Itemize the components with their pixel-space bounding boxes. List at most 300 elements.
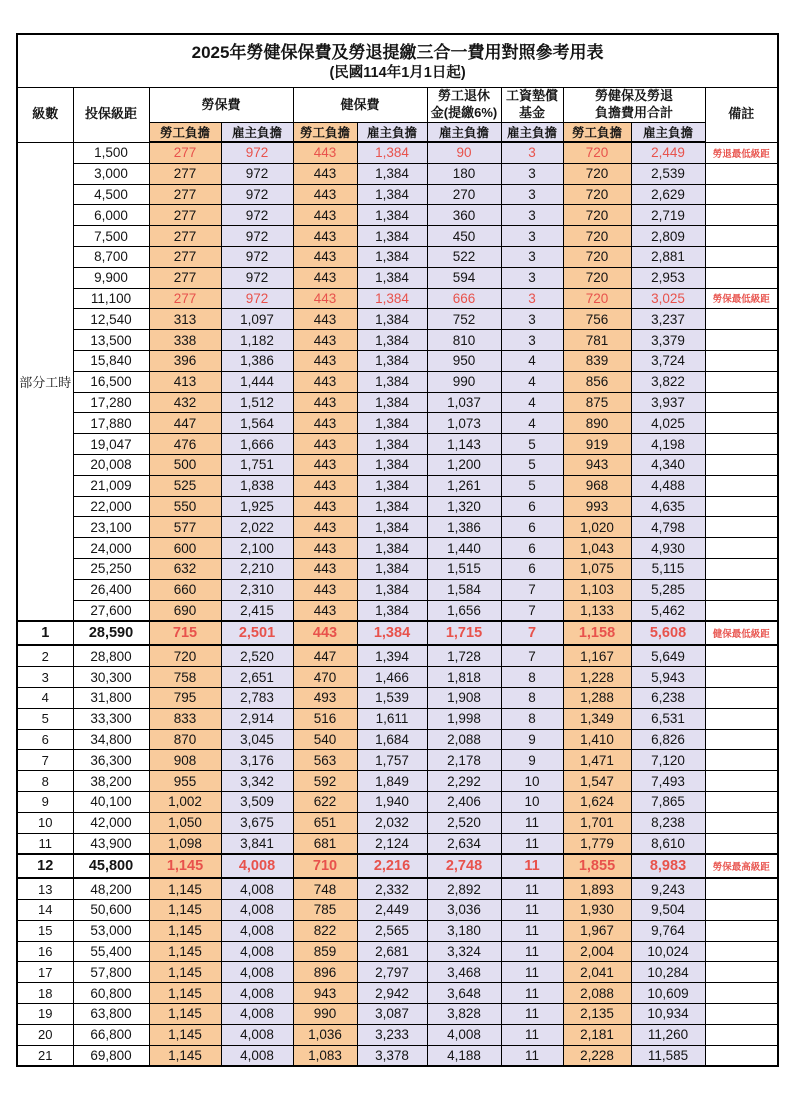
cell-labor-employer: 4,008	[221, 983, 293, 1004]
cell-wagefund-employer: 3	[501, 142, 563, 163]
cell-salary-bracket: 7,500	[73, 226, 149, 247]
cell-wagefund-employer: 8	[501, 687, 563, 708]
cell-total-employee: 1,624	[563, 791, 631, 812]
cell-note	[705, 833, 778, 854]
cell-wagefund-employer: 10	[501, 771, 563, 792]
cell-wagefund-employer: 4	[501, 350, 563, 371]
cell-note	[705, 687, 778, 708]
cell-health-employee: 443	[293, 350, 357, 371]
cell-wagefund-employer: 11	[501, 962, 563, 983]
cell-health-employer: 1,384	[357, 226, 427, 247]
cell-labor-employee: 476	[149, 434, 221, 455]
cell-health-employer: 1,384	[357, 475, 427, 496]
cell-health-employee: 443	[293, 288, 357, 309]
cell-labor-employer: 4,008	[221, 941, 293, 962]
cell-salary-bracket: 45,800	[73, 854, 149, 878]
cell-level: 20	[17, 1024, 73, 1045]
cell-wagefund-employer: 8	[501, 708, 563, 729]
cell-salary-bracket: 69,800	[73, 1045, 149, 1066]
cell-labor-employee: 1,002	[149, 791, 221, 812]
cell-health-employee: 651	[293, 812, 357, 833]
cell-salary-bracket: 34,800	[73, 729, 149, 750]
cell-salary-bracket: 8,700	[73, 246, 149, 267]
cell-labor-employee: 338	[149, 330, 221, 351]
cell-salary-bracket: 1,500	[73, 142, 149, 163]
cell-total-employee: 890	[563, 413, 631, 434]
cell-labor-employer: 2,520	[221, 645, 293, 666]
cell-salary-bracket: 25,250	[73, 558, 149, 579]
cell-labor-employer: 1,444	[221, 371, 293, 392]
cell-labor-employer: 4,008	[221, 900, 293, 921]
cell-total-employer: 9,764	[631, 920, 705, 941]
cell-salary-bracket: 27,600	[73, 600, 149, 621]
cell-level: 14	[17, 900, 73, 921]
table-row	[17, 1024, 778, 1045]
cell-labor-employee: 550	[149, 496, 221, 517]
cell-health-employee: 443	[293, 309, 357, 330]
cell-pension-employer: 90	[427, 142, 501, 163]
cell-note	[705, 226, 778, 247]
cell-level: 17	[17, 962, 73, 983]
cell-total-employee: 1,779	[563, 833, 631, 854]
cell-labor-employer: 4,008	[221, 920, 293, 941]
cell-wagefund-employer: 3	[501, 246, 563, 267]
cell-salary-bracket: 33,300	[73, 708, 149, 729]
cell-note: 勞退最低級距	[705, 142, 778, 163]
cell-level: 11	[17, 833, 73, 854]
cell-total-employer: 4,635	[631, 496, 705, 517]
cell-level: 18	[17, 983, 73, 1004]
subheader-total-employee: 勞工負擔	[563, 123, 631, 143]
cell-pension-employer: 1,386	[427, 517, 501, 538]
cell-wagefund-employer: 9	[501, 750, 563, 771]
cell-wagefund-employer: 11	[501, 854, 563, 878]
cell-total-employee: 720	[563, 267, 631, 288]
cell-labor-employee: 577	[149, 517, 221, 538]
cell-level: 16	[17, 941, 73, 962]
subheader-labor-employer: 雇主負擔	[221, 123, 293, 143]
cell-total-employee: 2,004	[563, 941, 631, 962]
subheader-total-employer: 雇主負擔	[631, 123, 705, 143]
cell-pension-employer: 180	[427, 163, 501, 184]
title-row	[17, 34, 778, 88]
cell-labor-employer: 3,176	[221, 750, 293, 771]
cell-total-employee: 2,181	[563, 1024, 631, 1045]
cell-total-employee: 1,410	[563, 729, 631, 750]
cell-health-employee: 443	[293, 142, 357, 163]
cell-total-employer: 5,462	[631, 600, 705, 621]
subheader-pension-employer: 雇主負擔	[427, 123, 501, 143]
table-row	[17, 413, 778, 434]
cell-health-employer: 1,757	[357, 750, 427, 771]
cell-health-employer: 1,384	[357, 288, 427, 309]
cell-total-employer: 10,934	[631, 1004, 705, 1025]
cell-health-employer: 1,384	[357, 350, 427, 371]
cell-total-employee: 993	[563, 496, 631, 517]
table-row	[17, 579, 778, 600]
cell-health-employer: 1,384	[357, 538, 427, 559]
cell-health-employee: 443	[293, 434, 357, 455]
cell-wagefund-employer: 5	[501, 434, 563, 455]
cell-total-employer: 3,379	[631, 330, 705, 351]
cell-note	[705, 392, 778, 413]
cell-health-employer: 1,384	[357, 454, 427, 475]
col-header-labor-insurance: 勞保費	[149, 88, 293, 123]
cell-health-employee: 443	[293, 475, 357, 496]
cell-level: 3	[17, 667, 73, 688]
cell-health-employer: 2,332	[357, 878, 427, 899]
cell-salary-bracket: 19,047	[73, 434, 149, 455]
cell-wagefund-employer: 6	[501, 517, 563, 538]
cell-total-employer: 2,629	[631, 184, 705, 205]
col-header-note: 備註	[705, 88, 778, 143]
cell-pension-employer: 1,998	[427, 708, 501, 729]
cell-labor-employee: 277	[149, 267, 221, 288]
cell-labor-employer: 1,838	[221, 475, 293, 496]
cell-salary-bracket: 17,880	[73, 413, 149, 434]
table-row	[17, 454, 778, 475]
cell-health-employer: 1,539	[357, 687, 427, 708]
cell-health-employer: 1,384	[357, 267, 427, 288]
cell-total-employer: 2,449	[631, 142, 705, 163]
cell-health-employer: 2,124	[357, 833, 427, 854]
cell-total-employee: 968	[563, 475, 631, 496]
cell-total-employer: 8,610	[631, 833, 705, 854]
cell-wagefund-employer: 7	[501, 645, 563, 666]
cell-total-employee: 720	[563, 226, 631, 247]
cell-labor-employer: 1,512	[221, 392, 293, 413]
cell-health-employer: 1,684	[357, 729, 427, 750]
cell-total-employer: 4,340	[631, 454, 705, 475]
cell-total-employee: 720	[563, 142, 631, 163]
cell-labor-employee: 870	[149, 729, 221, 750]
cell-salary-bracket: 31,800	[73, 687, 149, 708]
cell-pension-employer: 1,515	[427, 558, 501, 579]
table-row	[17, 750, 778, 771]
cell-health-employee: 822	[293, 920, 357, 941]
cell-note	[705, 941, 778, 962]
cell-health-employee: 896	[293, 962, 357, 983]
cell-wagefund-employer: 11	[501, 983, 563, 1004]
cell-total-employee: 1,133	[563, 600, 631, 621]
cell-wagefund-employer: 4	[501, 371, 563, 392]
cell-wagefund-employer: 3	[501, 184, 563, 205]
cell-labor-employee: 447	[149, 413, 221, 434]
cell-labor-employee: 833	[149, 708, 221, 729]
cell-health-employee: 443	[293, 496, 357, 517]
cell-total-employee: 720	[563, 163, 631, 184]
cell-pension-employer: 1,143	[427, 434, 501, 455]
cell-total-employee: 1,228	[563, 667, 631, 688]
cell-health-employee: 443	[293, 517, 357, 538]
cell-labor-employee: 1,145	[149, 854, 221, 878]
table-row	[17, 687, 778, 708]
cell-pension-employer: 666	[427, 288, 501, 309]
cell-health-employer: 1,384	[357, 184, 427, 205]
cell-health-employee: 447	[293, 645, 357, 666]
cell-health-employee: 443	[293, 392, 357, 413]
cell-health-employee: 943	[293, 983, 357, 1004]
cell-salary-bracket: 43,900	[73, 833, 149, 854]
cell-note	[705, 600, 778, 621]
table-row	[17, 729, 778, 750]
table-row	[17, 708, 778, 729]
cell-health-employee: 443	[293, 538, 357, 559]
cell-health-employee: 443	[293, 246, 357, 267]
cell-health-employer: 2,942	[357, 983, 427, 1004]
cell-health-employee: 443	[293, 579, 357, 600]
cell-health-employee: 443	[293, 205, 357, 226]
cell-total-employer: 2,539	[631, 163, 705, 184]
table-row	[17, 983, 778, 1004]
cell-wagefund-employer: 11	[501, 1045, 563, 1066]
cell-labor-employer: 3,841	[221, 833, 293, 854]
cell-total-employer: 3,724	[631, 350, 705, 371]
cell-pension-employer: 360	[427, 205, 501, 226]
cell-total-employer: 5,115	[631, 558, 705, 579]
cell-pension-employer: 1,320	[427, 496, 501, 517]
cell-wagefund-employer: 4	[501, 392, 563, 413]
cell-labor-employee: 758	[149, 667, 221, 688]
cell-pension-employer: 2,634	[427, 833, 501, 854]
title-cell	[17, 34, 778, 88]
cell-labor-employee: 277	[149, 163, 221, 184]
cell-labor-employee: 908	[149, 750, 221, 771]
cell-labor-employee: 1,145	[149, 1024, 221, 1045]
cell-total-employer: 11,585	[631, 1045, 705, 1066]
cell-labor-employer: 2,914	[221, 708, 293, 729]
cell-labor-employee: 277	[149, 288, 221, 309]
cell-labor-employer: 3,342	[221, 771, 293, 792]
cell-health-employee: 443	[293, 413, 357, 434]
cell-note	[705, 1045, 778, 1066]
cell-salary-bracket: 28,800	[73, 645, 149, 666]
cell-labor-employer: 972	[221, 226, 293, 247]
subheader-health-employer: 雇主負擔	[357, 123, 427, 143]
cell-note	[705, 371, 778, 392]
cell-level: 4	[17, 687, 73, 708]
table-row	[17, 517, 778, 538]
cell-labor-employer: 1,751	[221, 454, 293, 475]
cell-wagefund-employer: 6	[501, 538, 563, 559]
cell-health-employer: 1,384	[357, 246, 427, 267]
cell-salary-bracket: 28,590	[73, 621, 149, 645]
cell-labor-employer: 972	[221, 163, 293, 184]
table-row	[17, 142, 778, 163]
cell-labor-employer: 2,100	[221, 538, 293, 559]
cell-total-employee: 720	[563, 246, 631, 267]
cell-labor-employer: 4,008	[221, 962, 293, 983]
cell-wagefund-employer: 11	[501, 1024, 563, 1045]
cell-note	[705, 1024, 778, 1045]
cell-note	[705, 205, 778, 226]
cell-wagefund-employer: 11	[501, 900, 563, 921]
cell-labor-employer: 972	[221, 246, 293, 267]
cell-total-employee: 856	[563, 371, 631, 392]
cell-labor-employer: 4,008	[221, 878, 293, 899]
cell-note: 勞保最高級距	[705, 854, 778, 878]
cell-labor-employer: 2,783	[221, 687, 293, 708]
cell-health-employee: 443	[293, 330, 357, 351]
cell-pension-employer: 2,520	[427, 812, 501, 833]
cell-salary-bracket: 15,840	[73, 350, 149, 371]
cell-note	[705, 413, 778, 434]
cell-total-employer: 4,798	[631, 517, 705, 538]
cell-level: 8	[17, 771, 73, 792]
cell-total-employer: 6,238	[631, 687, 705, 708]
cell-wagefund-employer: 3	[501, 330, 563, 351]
cell-pension-employer: 2,088	[427, 729, 501, 750]
cell-labor-employee: 396	[149, 350, 221, 371]
cell-health-employee: 710	[293, 854, 357, 878]
cell-labor-employer: 4,008	[221, 854, 293, 878]
cell-note: 勞保最低級距	[705, 288, 778, 309]
cell-total-employee: 1,855	[563, 854, 631, 878]
cell-note	[705, 878, 778, 899]
cell-pension-employer: 752	[427, 309, 501, 330]
col-header-salary-bracket: 投保級距	[73, 88, 149, 143]
cell-health-employee: 443	[293, 600, 357, 621]
cell-salary-bracket: 3,000	[73, 163, 149, 184]
cell-labor-employer: 1,666	[221, 434, 293, 455]
cell-health-employer: 1,384	[357, 558, 427, 579]
cell-total-employer: 10,609	[631, 983, 705, 1004]
cell-level: 21	[17, 1045, 73, 1066]
cell-pension-employer: 1,908	[427, 687, 501, 708]
cell-health-employee: 443	[293, 621, 357, 645]
cell-total-employer: 5,649	[631, 645, 705, 666]
cell-labor-employee: 525	[149, 475, 221, 496]
cell-pension-employer: 2,748	[427, 854, 501, 878]
table-row	[17, 288, 778, 309]
cell-note	[705, 645, 778, 666]
cell-health-employee: 785	[293, 900, 357, 921]
cell-labor-employer: 2,501	[221, 621, 293, 645]
cell-total-employee: 2,135	[563, 1004, 631, 1025]
cell-health-employer: 1,384	[357, 579, 427, 600]
cell-wagefund-employer: 3	[501, 267, 563, 288]
cell-salary-bracket: 23,100	[73, 517, 149, 538]
cell-level: 12	[17, 854, 73, 878]
cell-pension-employer: 3,648	[427, 983, 501, 1004]
cell-note	[705, 496, 778, 517]
cell-note	[705, 750, 778, 771]
cell-wagefund-employer: 11	[501, 920, 563, 941]
cell-labor-employer: 1,182	[221, 330, 293, 351]
cell-level: 部分工時	[17, 142, 73, 621]
cell-total-employer: 5,943	[631, 667, 705, 688]
cell-health-employer: 1,466	[357, 667, 427, 688]
cell-labor-employee: 277	[149, 246, 221, 267]
cell-total-employer: 4,198	[631, 434, 705, 455]
cell-note	[705, 267, 778, 288]
cell-note	[705, 771, 778, 792]
cell-health-employee: 622	[293, 791, 357, 812]
table-row	[17, 246, 778, 267]
cell-salary-bracket: 21,009	[73, 475, 149, 496]
cell-health-employer: 1,384	[357, 600, 427, 621]
cell-total-employer: 5,608	[631, 621, 705, 645]
cell-salary-bracket: 17,280	[73, 392, 149, 413]
cell-total-employee: 1,471	[563, 750, 631, 771]
cell-labor-employee: 1,050	[149, 812, 221, 833]
cell-health-employee: 443	[293, 454, 357, 475]
cell-health-employer: 1,394	[357, 645, 427, 666]
cell-labor-employer: 3,509	[221, 791, 293, 812]
cell-labor-employer: 2,310	[221, 579, 293, 600]
cell-health-employer: 2,449	[357, 900, 427, 921]
cell-total-employer: 2,809	[631, 226, 705, 247]
cell-total-employer: 4,930	[631, 538, 705, 559]
cell-salary-bracket: 13,500	[73, 330, 149, 351]
cell-pension-employer: 1,728	[427, 645, 501, 666]
cell-health-employee: 443	[293, 371, 357, 392]
cell-labor-employer: 3,045	[221, 729, 293, 750]
cell-pension-employer: 2,178	[427, 750, 501, 771]
cell-salary-bracket: 16,500	[73, 371, 149, 392]
cell-health-employer: 3,378	[357, 1045, 427, 1066]
cell-total-employer: 7,865	[631, 791, 705, 812]
cell-note	[705, 579, 778, 600]
cell-pension-employer: 3,324	[427, 941, 501, 962]
cell-labor-employee: 1,145	[149, 878, 221, 899]
cell-wagefund-employer: 3	[501, 309, 563, 330]
cell-health-employer: 1,384	[357, 142, 427, 163]
cell-total-employer: 8,983	[631, 854, 705, 878]
cell-total-employee: 1,020	[563, 517, 631, 538]
cell-health-employer: 1,384	[357, 163, 427, 184]
cell-total-employer: 2,719	[631, 205, 705, 226]
cell-health-employee: 592	[293, 771, 357, 792]
table-row	[17, 771, 778, 792]
cell-salary-bracket: 22,000	[73, 496, 149, 517]
table-row	[17, 163, 778, 184]
cell-note	[705, 246, 778, 267]
table-row	[17, 833, 778, 854]
cell-labor-employee: 313	[149, 309, 221, 330]
cell-labor-employee: 720	[149, 645, 221, 666]
cell-health-employer: 2,565	[357, 920, 427, 941]
cell-health-employer: 2,216	[357, 854, 427, 878]
col-header-level: 級數	[17, 88, 73, 143]
cell-pension-employer: 950	[427, 350, 501, 371]
cell-labor-employee: 277	[149, 226, 221, 247]
cell-pension-employer: 1,440	[427, 538, 501, 559]
cell-wagefund-employer: 8	[501, 667, 563, 688]
cell-salary-bracket: 50,600	[73, 900, 149, 921]
cell-total-employer: 7,493	[631, 771, 705, 792]
cell-total-employer: 8,238	[631, 812, 705, 833]
table-row	[17, 434, 778, 455]
cell-health-employee: 516	[293, 708, 357, 729]
cell-level: 15	[17, 920, 73, 941]
cell-labor-employer: 4,008	[221, 1004, 293, 1025]
cell-labor-employee: 660	[149, 579, 221, 600]
cell-salary-bracket: 30,300	[73, 667, 149, 688]
cell-labor-employer: 1,386	[221, 350, 293, 371]
cell-health-employer: 2,032	[357, 812, 427, 833]
col-header-pension: 勞工退休 金(提繳6%)	[427, 88, 501, 123]
cell-salary-bracket: 24,000	[73, 538, 149, 559]
cell-total-employer: 7,120	[631, 750, 705, 771]
cell-pension-employer: 1,584	[427, 579, 501, 600]
cell-note	[705, 983, 778, 1004]
cell-health-employee: 540	[293, 729, 357, 750]
cell-total-employer: 9,504	[631, 900, 705, 921]
cell-total-employer: 10,024	[631, 941, 705, 962]
cell-wagefund-employer: 3	[501, 163, 563, 184]
cell-total-employee: 1,930	[563, 900, 631, 921]
